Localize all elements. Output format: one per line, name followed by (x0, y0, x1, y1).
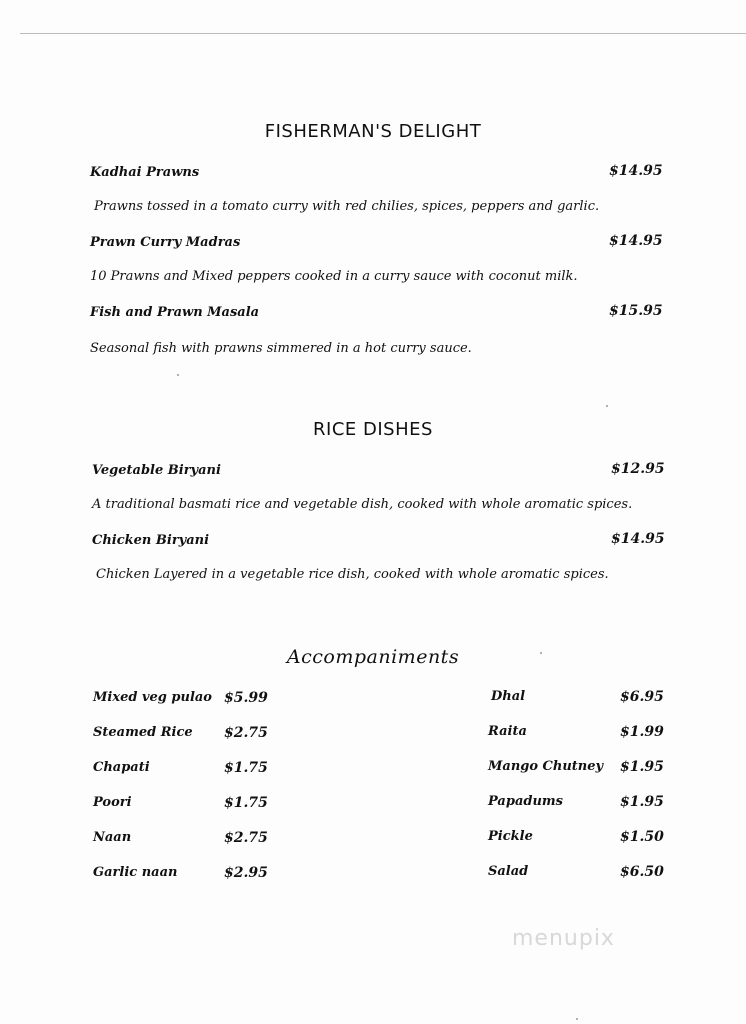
accompaniment-name: Garlic naan (93, 865, 178, 880)
menu-item-price: $14.95 (609, 163, 663, 179)
accompaniment-price: $1.50 (620, 829, 664, 845)
accompaniment-price: $1.95 (620, 759, 664, 775)
menu-item-description: Chicken Layered in a vegetable rice dish, cooked with whole aromatic spices. (96, 567, 609, 582)
menu-item-name: Kadhai Prawns (90, 165, 200, 180)
menu-item-description: Seasonal fish with prawns simmered in a hot curry sauce. (90, 341, 472, 356)
accompaniment-name: Pickle (488, 829, 533, 844)
menu-item-price: $14.95 (609, 233, 663, 249)
menu-item-name: Prawn Curry Madras (90, 235, 241, 250)
accompaniment-name: Chapati (93, 760, 150, 775)
menu-item-price: $12.95 (611, 461, 665, 477)
accompaniment-price: $1.75 (224, 760, 268, 776)
accompaniment-price: $2.75 (224, 725, 268, 741)
accompaniment-price: $2.75 (224, 830, 268, 846)
menu-item-description: Prawns tossed in a tomato curry with red chilies, spices, peppers and garlic. (94, 199, 600, 214)
accompaniment-name: Steamed Rice (93, 725, 193, 740)
menu-item-price: $15.95 (609, 303, 663, 319)
scan-speck (540, 652, 542, 654)
accompaniment-name: Mango Chutney (488, 759, 604, 774)
accompaniment-price: $6.95 (620, 689, 664, 705)
accompaniment-price: $1.95 (620, 794, 664, 810)
menu-item-name: Chicken Biryani (92, 533, 210, 548)
accompaniment-name: Dhal (491, 689, 526, 704)
scan-speck (177, 374, 179, 376)
page-top-rule (20, 33, 746, 34)
accompaniment-name: Naan (93, 830, 132, 845)
menu-item-description: A traditional basmati rice and vegetable dish, cooked with whole aromatic spices. (92, 497, 633, 512)
watermark: menupix (512, 926, 615, 951)
accompaniment-name: Mixed veg pulao (93, 690, 212, 705)
accompaniment-name: Papadums (488, 794, 563, 809)
section-title-fishermans-delight: FISHERMAN'S DELIGHT (264, 121, 482, 142)
accompaniment-name: Salad (488, 864, 529, 879)
section-title-accompaniments: Accompaniments (286, 646, 460, 668)
accompaniment-price: $2.95 (224, 865, 268, 881)
accompaniment-price: $6.50 (620, 864, 664, 880)
menu-item-description: 10 Prawns and Mixed peppers cooked in a curry sauce with coconut milk. (90, 269, 578, 284)
menu-item-name: Fish and Prawn Masala (90, 305, 260, 320)
accompaniment-price: $5.99 (224, 690, 268, 706)
accompaniment-name: Poori (93, 795, 132, 810)
scan-speck (576, 1018, 578, 1020)
accompaniment-name: Raita (488, 724, 527, 739)
menu-item-name: Vegetable Biryani (92, 463, 221, 478)
accompaniment-price: $1.75 (224, 795, 268, 811)
accompaniment-price: $1.99 (620, 724, 664, 740)
section-title-rice-dishes: RICE DISHES (313, 419, 433, 440)
scan-speck (606, 405, 608, 407)
menu-item-price: $14.95 (611, 531, 665, 547)
